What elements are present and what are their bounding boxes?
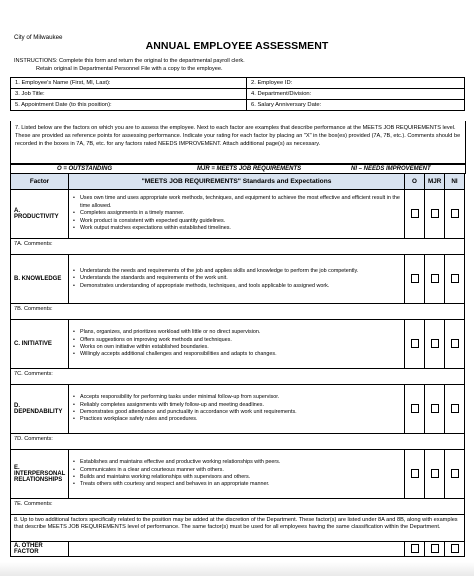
header-o: O [405, 174, 425, 190]
standards-list [69, 320, 405, 369]
table-header-row [11, 174, 465, 190]
standard-item: • Work output matches expectations within established timelines. [72, 225, 401, 232]
factor-label: E. INTERPERSONAL RELATIONSHIPS [11, 450, 69, 499]
factor-row-knowledge [11, 255, 465, 304]
factor-label: B. KNOWLEDGE [11, 255, 69, 304]
standard-item: • Willingly accepts additional challenges and responsibilities and adapts to changes. [72, 351, 401, 358]
rating-checkbox-o[interactable] [411, 404, 419, 413]
employee-info-table [10, 77, 465, 111]
form-title: ANNUAL EMPLOYEE ASSESSMENT [145, 40, 329, 52]
standard-item: • Uses own time and uses appropriate work methods, techniques, and equipment to achieve the most effective and efficient result in the time allowed. [72, 195, 401, 210]
standard-item: • Builds and maintains working relationships with supervisors and others. [72, 474, 401, 481]
comments-field[interactable]: 7B. Comments: [11, 304, 465, 320]
factor-label: D. DEPENDABILITY [11, 385, 69, 434]
standards-list[interactable] [69, 542, 405, 557]
comments-field[interactable]: 7D. Comments: [11, 434, 465, 450]
rating-checkbox-o[interactable] [411, 274, 419, 283]
factor-row-dependability [11, 385, 465, 434]
standards-list [69, 450, 405, 499]
rating-checkbox-mjr[interactable] [431, 469, 439, 478]
factor-label: A. OTHER FACTOR [11, 542, 69, 557]
rating-checkbox-o[interactable] [411, 544, 419, 553]
rating-checkbox-mjr[interactable] [431, 544, 439, 553]
standard-item: • Accepts responsibility for performing tasks under minimal follow-up from supervisor. [72, 394, 401, 401]
header-ni: NI [445, 174, 465, 190]
standard-item: • Demonstrates good attendance and punctuality in accordance with work unit requirements. [72, 409, 401, 416]
standard-item: • Reliably completes assignments with timely follow-up and meeting deadlines. [72, 402, 401, 409]
factor-row-productivity [11, 190, 465, 239]
standard-item: • Understands the needs and requirements of the job and applies skills and knowledge to perform the job competently. [72, 268, 401, 275]
standard-item: • Understands the standards and requirements of the work unit. [72, 275, 401, 282]
standard-item: • Completes assignments in a timely manner. [72, 210, 401, 217]
section-7-instructions: 7. Listed below are the factors on which you are to assess the employee. Next to each factor are examples that describe performance at the MEETS JOB REQUIREMENTS level. These are provided as reference points for assessing performance. Indicate your rating for each factor by placing an "X" in the box(es) provided (7A, 7B, etc.). Comments should be recorded in the boxes in 7A, 7B, etc. for any factors rated NEEDS IMPROVEMENT. Attach additional page(s) as necessary. [10, 121, 466, 164]
header-factor: Factor [11, 174, 69, 190]
rating-checkbox-mjr[interactable] [431, 339, 439, 348]
standard-item: • Works on own initiative within established boundaries. [72, 344, 401, 351]
rating-checkbox-o[interactable] [411, 209, 419, 218]
standard-item: • Communicates in a clear and courteous manner with others. [72, 467, 401, 474]
factor-rating-table [10, 173, 465, 557]
department-field[interactable]: 4. Department/Division: [247, 89, 465, 100]
standard-item: • Establishes and maintains effective and productive working relationships with peers. [72, 459, 401, 466]
standard-item: • Demonstrates understanding of appropriate methods, techniques, and tools applicable to assigned work. [72, 283, 401, 290]
factor-label: A. PRODUCTIVITY [11, 190, 69, 239]
standards-list [69, 385, 405, 434]
appointment-date-field[interactable]: 5. Appointment Date (to this position): [11, 100, 247, 111]
header-mjr: MJR [425, 174, 445, 190]
rating-checkbox-ni[interactable] [451, 469, 459, 478]
comments-field[interactable]: 7A. Comments: [11, 239, 465, 255]
rating-checkbox-mjr[interactable] [431, 209, 439, 218]
instructions-line-1: INSTRUCTIONS: Complete this form and return the original to the departmental payroll clerk. [14, 58, 245, 64]
header-standards: "MEETS JOB REQUIREMENTS" Standards and Expectations [69, 174, 405, 190]
rating-checkbox-mjr[interactable] [431, 274, 439, 283]
employee-name-field[interactable]: 1. Employee's Name (First, MI, Last): [11, 78, 247, 89]
standards-list [69, 255, 405, 304]
rating-checkbox-ni[interactable] [451, 209, 459, 218]
employee-id-field[interactable]: 2. Employee ID: [247, 78, 465, 89]
legend-needs-improvement: NI – NEEDS IMPROVEMENT [351, 166, 431, 172]
standards-list [69, 190, 405, 239]
standard-item: • Offers suggestions on improving work methods and techniques. [72, 337, 401, 344]
rating-checkbox-o[interactable] [411, 469, 419, 478]
legend-meets: MJR = MEETS JOB REQUIREMENTS [197, 166, 302, 172]
instructions [14, 58, 245, 73]
comments-field[interactable]: 7C. Comments: [11, 369, 465, 385]
instructions-line-2: Retain original in Departmental Personnel File with a copy to the employee. [36, 65, 223, 72]
job-title-field[interactable]: 3. Job Title: [11, 89, 247, 100]
rating-checkbox-mjr[interactable] [431, 404, 439, 413]
salary-anniversary-field[interactable]: 6. Salary Anniversary Date: [247, 100, 465, 111]
standard-item: • Practices workplace safety rules and procedures. [72, 416, 401, 423]
comments-field[interactable]: 7E. Comments: [11, 499, 465, 515]
factor-row-initiative [11, 320, 465, 369]
rating-checkbox-ni[interactable] [451, 404, 459, 413]
rating-checkbox-ni[interactable] [451, 274, 459, 283]
factor-label: C. INITIATIVE [11, 320, 69, 369]
rating-checkbox-ni[interactable] [451, 544, 459, 553]
legend-outstanding: O = OUTSTANDING [57, 166, 113, 172]
factor-row-other [11, 542, 465, 557]
standard-item: • Plans, organizes, and prioritizes workload with little or no direct supervision. [72, 329, 401, 336]
section-8-instructions: 8. Up to two additional factors specifically related to the position may be added at the discretion of the Department. These factor(s) are listed under 8A and 8B, along with examples that describe MEETS JOB REQUIREMENTS level of performance. The same factor(s) must be used for all employees having the same classification within the Department. [11, 515, 465, 542]
page-bottom-edge [0, 562, 474, 576]
city-name: City of Milwaukee [14, 34, 63, 41]
standard-item: • Treats others with courtesy and respect and behaves in an appropriate manner. [72, 481, 401, 488]
rating-checkbox-o[interactable] [411, 339, 419, 348]
standard-item: • Work product is consistent with expected quantity guidelines. [72, 218, 401, 225]
rating-checkbox-ni[interactable] [451, 339, 459, 348]
factor-row-interpersonal [11, 450, 465, 499]
